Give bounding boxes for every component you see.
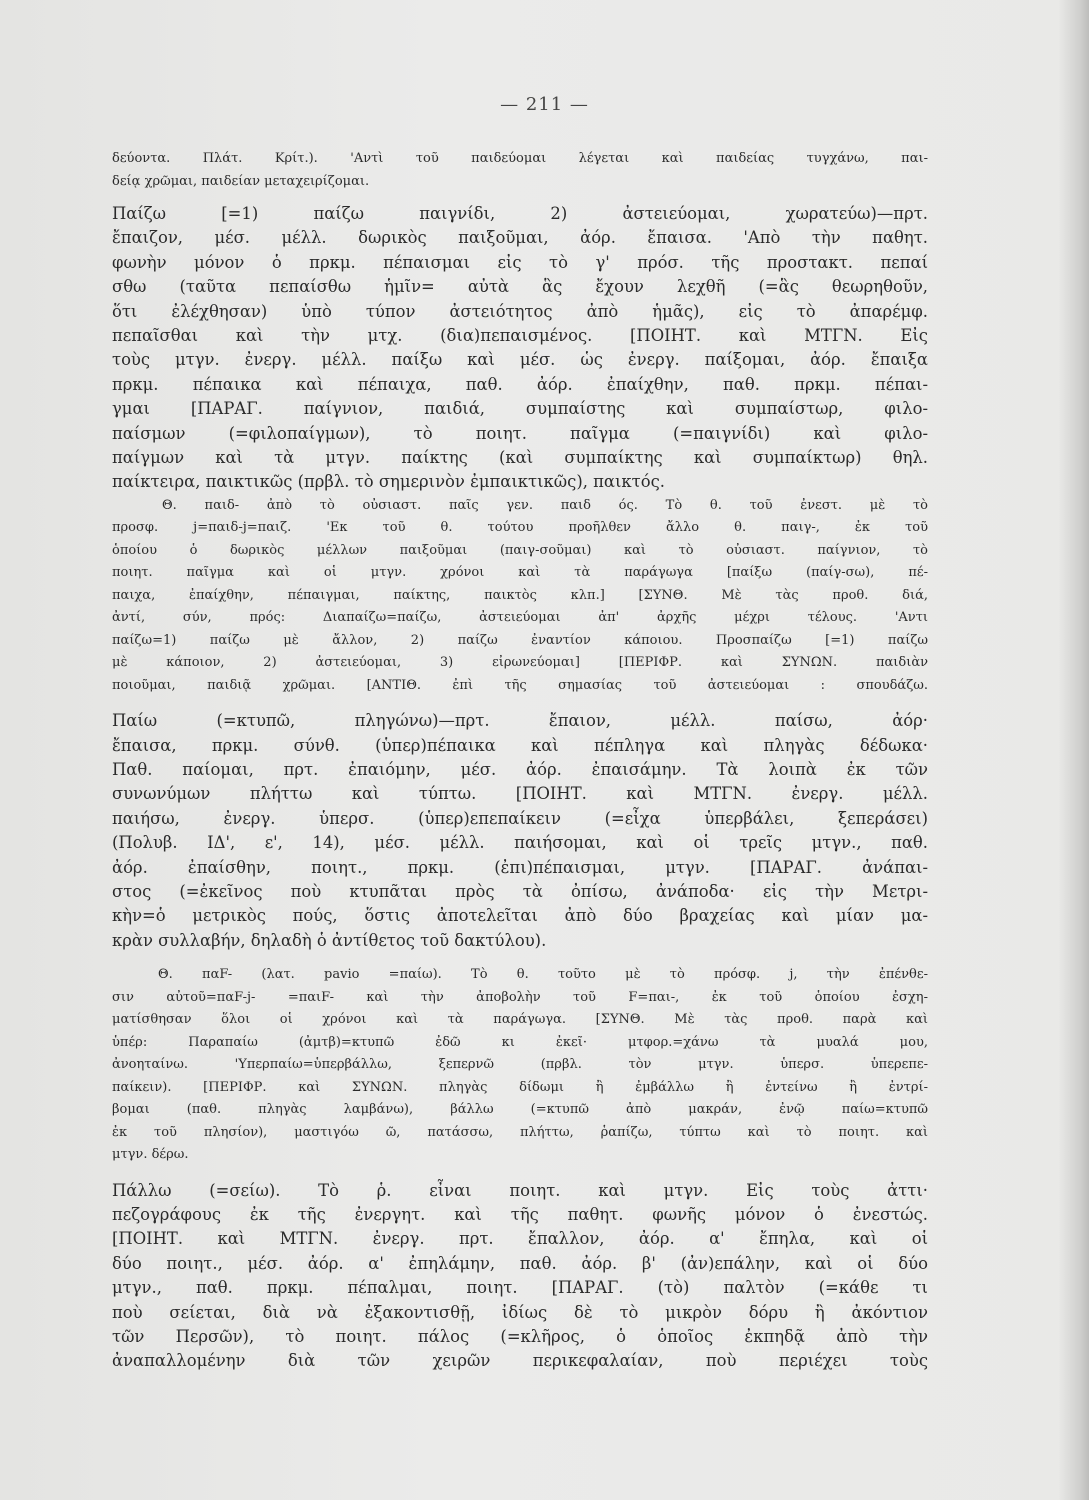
text-line: δείᾳ χρῶμαι, παιδείαν μεταχειρίζομαι. xyxy=(112,173,370,189)
text-line: ὁποίου ὁ δωρικὸς μέλλων παιξοῦμαι (παιγ-σοῦμαι) καὶ τὸ οὐσιαστ. παίγνιον, τὸ xyxy=(112,542,928,558)
text-line: ἀνοηταίνω. 'Υπερπαίω=ὑπερβάλλω, ξεπερνῶ (πρβλ. τὸν μτγν. ὑπερσ. ὑπερεπε- xyxy=(112,1057,928,1073)
text-line: Παθ. παίομαι, πρτ. ἐπαιόμην, μέσ. ἀόρ. ἐπαισάμην. Τὰ λοιπὰ ἐκ τῶν xyxy=(112,759,928,779)
text-line: ἐκ τοῦ πλησίον), μαστιγόω ῶ, πατάσσω, πλήττω, ῥαπίζω, τύπτω καὶ τὸ ποιητ. καὶ xyxy=(112,1124,928,1140)
text-line: ποιητ. παῖγμα καὶ οἱ μτγν. χρόνοι καὶ τὰ παράγωγα [παίξω (παίγ-σω), πέ- xyxy=(112,565,928,581)
text-line: ὑπέρ: Παραπαίω (ἀμτβ)=κτυπῶ ἐδῶ κι ἐκεῖ· μτφορ.=χάνω τὰ μυαλά μου, xyxy=(112,1034,928,1050)
text-line: Θ. παF- (λατ. pavio =παίω). Τὸ θ. τοῦτο μὲ τὸ πρόσφ. j, τὴν ἐπένθε- xyxy=(158,967,928,983)
text-line: Θ. παιδ- ἀπὸ τὸ οὐσιαστ. παῖς γεν. παιδ ός. Τὸ θ. τοῦ ἐνεστ. μὲ τὸ xyxy=(162,497,928,513)
text-line: ποὺ σείεται, διὰ νὰ ἐξακοντισθῇ, ἰδίως δὲ τὸ μικρὸν δόρυ ἢ ἀκόντιον xyxy=(112,1302,928,1322)
text-line: παίκτειρα, παικτικῶς (πρβλ. τὸ σημερινὸν ἐμπαικτικῶς), παικτός. xyxy=(112,472,665,492)
text-line: κρὰν συλλαβήν, δηλαδὴ ὁ ἀντίθετος τοῦ δακτύλου). xyxy=(112,930,547,950)
text-line: παίζω=1) παίζω μὲ ἄλλον, 2) παίζω ἐναντίον κάποιου. Προσπαίζω [=1) παίζω xyxy=(112,632,928,648)
text-line: δεύοντα. Πλάτ. Κρίτ.). 'Αντὶ τοῦ παιδεύομαι λέγεται καὶ παιδείας τυγχάνω, παι- xyxy=(112,151,928,166)
text-line: μτγν., παθ. πρκμ. πέπαλμαι, ποιητ. [ΠΑΡΑΓ. (τὸ) παλτὸν (=κάθε τι xyxy=(112,1278,928,1298)
text-line: βομαι (παθ. πληγὰς λαμβάνω), βάλλω (=κτυπῶ ἀπὸ μακράν, ἐνῷ παίω=κτυπῶ xyxy=(112,1102,928,1118)
text-line: ἔπαιζον, μέσ. μέλλ. δωρικὸς παιξοῦμαι, ἀόρ. ἔπαισα. 'Απὸ τὴν παθητ. xyxy=(112,228,928,248)
text-line: παίγμων καὶ τὰ μτγν. παίκτης (καὶ συμπαίκτης καὶ συμπαίκτωρ) θηλ. xyxy=(112,447,928,467)
text-line: τῶν Περσῶν), τὸ ποιητ. πάλος (=κλῆρος, ὁ ὁποῖος ἐκπηδᾷ ἀπὸ τὴν xyxy=(112,1326,928,1346)
entry-pallo xyxy=(112,1179,928,1374)
etymology-paio xyxy=(112,964,928,1167)
text-line: ἀόρ. ἐπαίσθην, ποιητ., πρκμ. (ἐπι)πέπαισμαι, μτγν. [ΠΑΡΑΓ. ἀνάπαι- xyxy=(112,857,928,877)
text-line: φωνὴν μόνον ὁ πρκμ. πέπαισμαι εἰς τὸ γ' πρόσ. τῆς προστακτ. πεπαί xyxy=(112,252,928,272)
page-number: — 211 — xyxy=(500,94,589,115)
entry-paizo xyxy=(112,202,928,495)
text-line: τοὺς μτγν. ἐνεργ. μέλλ. παίξω καὶ μέσ. ὡς ἐνεργ. παίξομαι, ἀόρ. ἔπαιξα xyxy=(112,350,928,370)
text-line: σιν αὐτοῦ=παF-j- =παιF- καὶ τὴν ἀποβολὴν τοῦ F=παι-, ἐκ τοῦ ὁποίου ἐσχη- xyxy=(112,989,928,1005)
text-line: παιήσω, ἐνεργ. ὑπερσ. (ὑπερ)επεπαίκειν (=εἶχα ὑπερβάλει, ξεπεράσει) xyxy=(112,808,928,828)
text-line: (Πολυβ. ΙΔ', ε', 14), μέσ. μέλλ. παιήσομαι, καὶ οἱ τρεῖς μτγν., παθ. xyxy=(112,833,928,853)
text-line: πρκμ. πέπαικα καὶ πέπαιχα, παθ. ἀόρ. ἐπαίχθην, παθ. πρκμ. πέπαι- xyxy=(112,374,928,394)
text-line: ἔπαισα, πρκμ. σύνθ. (ὑπερ)πέπαικα καὶ πέπληγα καὶ πληγὰς δέδωκα· xyxy=(112,735,928,755)
text-line: Παίζω [=1) παίζω παιγνίδι, 2) ἀστειεύομαι, χωρατεύω)—πρτ. xyxy=(112,204,928,223)
text-line: μτγν. δέρω. xyxy=(112,1147,189,1163)
text-line: παίσμων (=φιλοπαίγμων), τὸ ποιητ. παῖγμα (=παιγνίδι) καὶ φιλο- xyxy=(112,423,928,443)
text-line: ποιοῦμαι, παιδιᾷ χρῶμαι. [ΑΝΤΙΘ. ἐπὶ τῆς σημασίας τοῦ ἀστειεύομαι : σπουδάζω. xyxy=(112,677,928,693)
intro-paragraph xyxy=(112,148,928,193)
entry-paio xyxy=(112,709,928,953)
text-line: προσφ. j=παιδ-j=παιζ. 'Εκ τοῦ θ. τούτου προῆλθεν ἄλλο θ. παιγ-, ἐκ τοῦ xyxy=(112,520,928,536)
page-text xyxy=(112,148,928,1374)
text-line: σθω (ταῦτα πεπαίσθω ἡμῖν= αὐτὰ ἃς ἔχουν λεχθῆ (=ἃς θεωρηθοῦν, xyxy=(112,277,928,297)
text-line: παίκειν). [ΠΕΡΙΦΡ. καὶ ΣΥΝΩΝ. πληγὰς δίδωμι ἢ ἐμβάλλω ἢ ἐντείνω ἢ ἐντρί- xyxy=(112,1079,928,1095)
text-line: παιχα, ἐπαίχθην, πέπαιγμαι, παίκτης, παικτὸς κλπ.] [ΣΥΝΘ. Μὲ τὰς προθ. διά, xyxy=(112,587,928,603)
text-line: πεζογράφους ἐκ τῆς ἐνεργητ. καὶ τῆς παθητ. φωνῆς μόνον ὁ ἐνεστώς. xyxy=(112,1204,928,1224)
text-line: ἀναπαλλομένην διὰ τῶν χειρῶν περικεφαλαίαν, ποὺ περιέχει τοὺς xyxy=(112,1351,928,1371)
text-line: πεπαῖσθαι καὶ τὴν μτχ. (δια)πεπαισμένος. [ΠΟΙΗΤ. καὶ ΜΤΓΝ. Εἰς xyxy=(112,325,928,345)
text-line: ματίσθησαν ὅλοι οἱ χρόνοι καὶ τὰ παράγωγα. [ΣΥΝΘ. Μὲ τὰς προθ. παρὰ καὶ xyxy=(112,1012,928,1028)
text-line: συνωνύμων πλήττω καὶ τύπτω. [ΠΟΙΗΤ. καὶ ΜΤΓΝ. ἐνεργ. μέλλ. xyxy=(112,784,928,804)
etymology-paizo xyxy=(112,495,928,698)
text-line: ἀντί, σύν, πρός: Διαπαίζω=παίζω, ἀστειεύομαι ἀπ' ἀρχῆς μέχρι τέλους. 'Αντι xyxy=(112,610,928,626)
text-line: γμαι [ΠΑΡΑΓ. παίγνιον, παιδιά, συμπαίστης καὶ συμπαίστωρ, φιλο- xyxy=(112,399,928,419)
text-line: δύο ποιητ., μέσ. ἀόρ. α' ἐπηλάμην, παθ. ἀόρ. β' (ἀν)επάλην, καὶ οἱ δύο xyxy=(112,1253,928,1273)
text-line: μὲ κάποιον, 2) ἀστειεύομαι, 3) εἰρωνεύομαι] [ΠΕΡΙΦΡ. καὶ ΣΥΝΩΝ. παιδιὰν xyxy=(112,655,928,671)
text-line: Πάλλω (=σείω). Τὸ ῥ. εἶναι ποιητ. καὶ μτγν. Εἰς τοὺς ἀττι· xyxy=(112,1180,928,1200)
book-spine-shadow xyxy=(1059,0,1089,1500)
text-line: κὴν=ὁ μετρικὸς πούς, ὅστις ἀποτελεῖται ἀπὸ δύο βραχείας καὶ μίαν μα- xyxy=(112,906,928,926)
text-line: ὅτι ἐλέχθησαν) ὑπὸ τύπον ἀστειότητος ἀπὸ ἡμᾶς), εἰς τὸ ἀπαρέμφ. xyxy=(112,301,928,321)
text-line: στος (=ἐκεῖνος ποὺ κτυπᾶται πρὸς τὰ ὀπίσω, ἀνάποδα· εἰς τὴν Μετρι- xyxy=(112,881,928,901)
text-line: [ΠΟΙΗΤ. καὶ ΜΤΓΝ. ἐνεργ. πρτ. ἔπαλλον, ἀόρ. α' ἔπηλα, καὶ οἱ xyxy=(112,1229,928,1249)
text-line: Παίω (=κτυπῶ, πληγώνω)—πρτ. ἔπαιον, μέλλ. παίσω, ἀόρ· xyxy=(112,711,928,731)
